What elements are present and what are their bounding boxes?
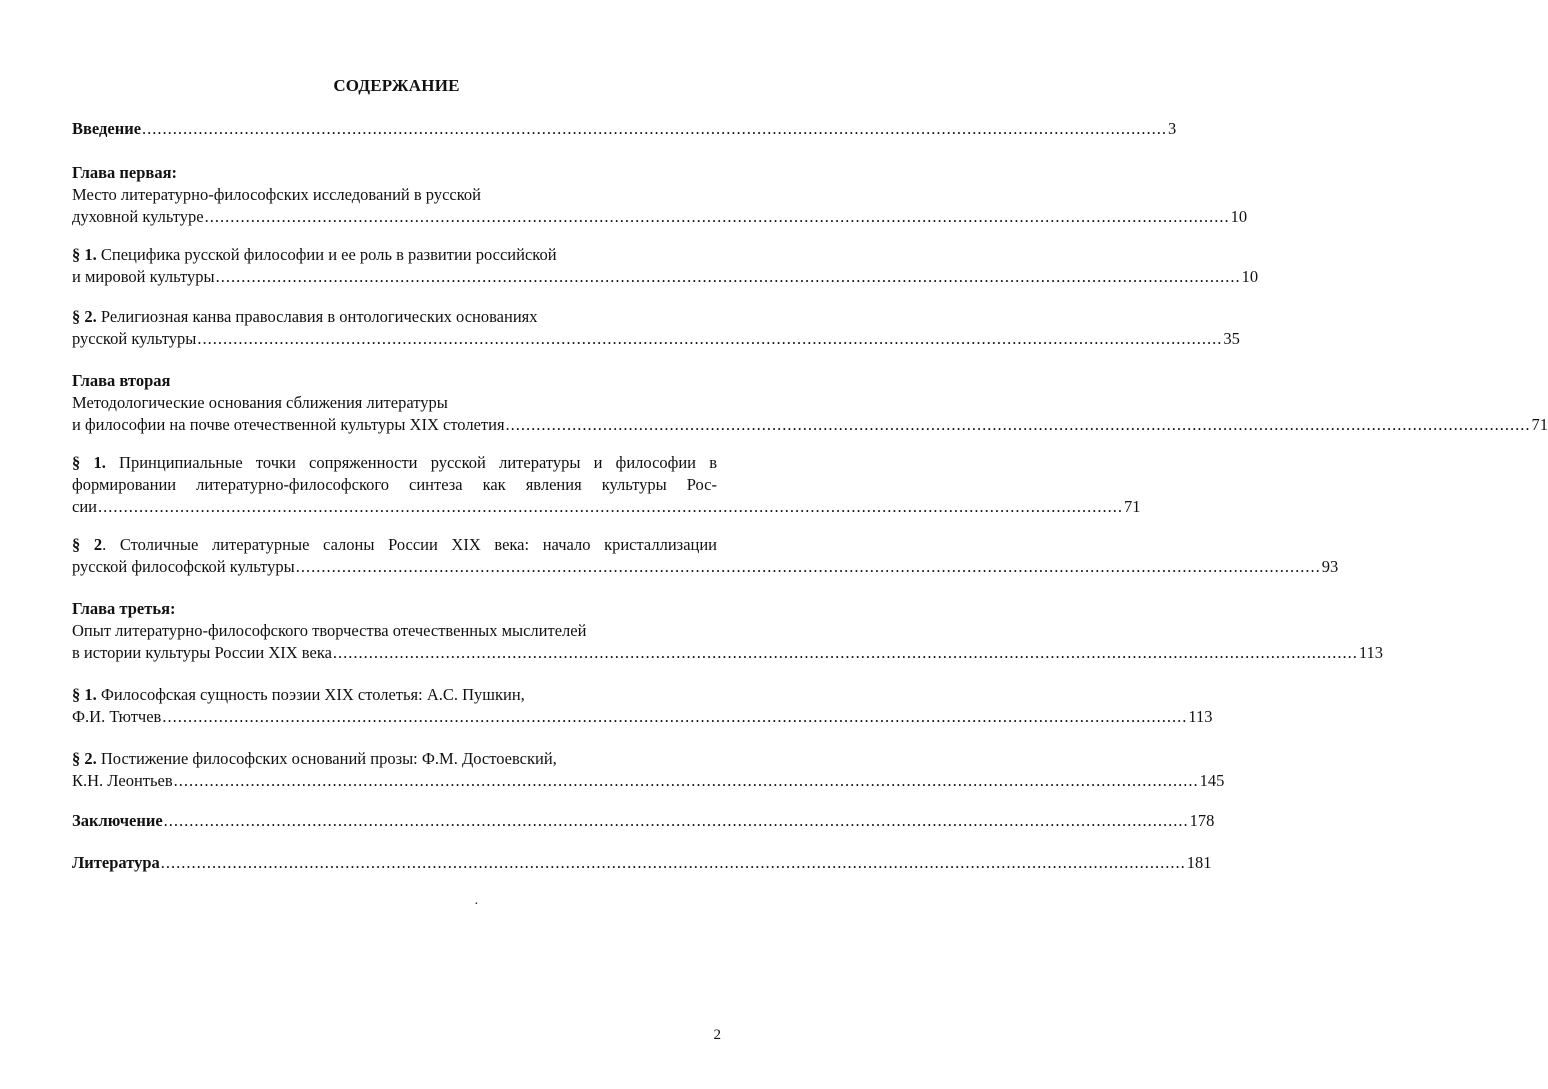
entry-title: и мировой культуры [72, 267, 215, 286]
entry-leader-line [72, 266, 1259, 288]
entry-title: русской культуры [72, 329, 197, 348]
dot-leader: ........................................................................................................................................................................................................ [295, 557, 1321, 576]
entry-text-line [72, 244, 717, 266]
entry-page-number: 113 [1358, 643, 1384, 662]
entry-page-number: 113 [1188, 707, 1213, 726]
chapter-heading: Глава первая: [72, 163, 178, 182]
entry-page-number: 10 [1241, 267, 1259, 286]
entry-title: и философии на почве отечественной культуры XIX столетия [72, 415, 505, 434]
dot-leader: ........................................................................................................................................................................................................ [204, 207, 1230, 226]
toc-entry [72, 748, 1225, 792]
entry-title: русской философской культуры [72, 557, 295, 576]
dot-leader: ........................................................................................................................................................................................................ [142, 119, 1168, 138]
entry-leader-line [72, 852, 1212, 874]
dot-leader: ........................................................................................................................................................................................................ [173, 771, 1199, 790]
stray-mark: · [474, 897, 479, 912]
entry-title: сии [72, 497, 97, 516]
entry-text-line [72, 184, 717, 206]
entry-leader-line [72, 770, 1225, 792]
entry-text-line [72, 392, 717, 414]
section-number: § 1. [72, 245, 97, 264]
dot-leader: ........................................................................................................................................................................................................ [197, 329, 1223, 348]
entry-leader-line [72, 706, 1213, 728]
entry-leader-line [72, 810, 1215, 832]
entry-text: Специфика русской философии и ее роль в развитии российской [96, 245, 557, 264]
entry-leader-line [72, 556, 1339, 578]
page-number: 2 [713, 1027, 721, 1043]
dot-leader: ........................................................................................................................................................................................................ [332, 643, 1358, 662]
dot-leader: ........................................................................................................................................................................................................ [163, 811, 1189, 830]
toc-entry [72, 452, 1141, 518]
toc-entry [72, 370, 1548, 436]
entry-page-number: 71 [1123, 497, 1141, 516]
entry-text-line [72, 684, 717, 706]
dot-leader: ........................................................................................................................................................................................................ [215, 267, 1241, 286]
toc-entry [72, 598, 1384, 664]
entry-title: духовной культуре [72, 207, 204, 226]
section-number: § 1. [72, 685, 97, 704]
dot-leader: ........................................................................................................................................................................................................ [97, 497, 1123, 516]
toc-entry [72, 306, 1240, 350]
entry-title: К.Н. Леонтьев [72, 771, 173, 790]
entry-text-line [72, 534, 717, 556]
toc-entry [72, 684, 1213, 728]
entry-text-line [72, 306, 717, 328]
entry-text: формировании литературно-философского синтеза как явления культуры Рос- [72, 475, 717, 494]
entry-page-number: 145 [1199, 771, 1225, 790]
entry-page-number: 93 [1321, 557, 1339, 576]
section-number: § 2. [72, 749, 97, 768]
entry-leader-line [72, 328, 1240, 350]
chapter-heading: Глава третья: [72, 599, 176, 618]
entry-page-number: 181 [1186, 853, 1212, 872]
entry-text-line [72, 748, 717, 770]
toc-entry [72, 852, 1212, 874]
entry-text-line [72, 474, 717, 496]
toc-entry [72, 244, 1259, 288]
entry-leader-line [72, 496, 1141, 518]
toc-entry [72, 162, 1248, 228]
entry-leader-line [72, 642, 1384, 664]
entry-page-number: 3 [1168, 119, 1177, 138]
entry-text-line [72, 452, 717, 474]
toc-entry [72, 810, 1215, 832]
toc-entry [72, 118, 1177, 140]
toc-entry [72, 534, 1339, 578]
entry-text: Методологические основания сближения литературы [72, 393, 448, 412]
entry-page-number: 10 [1230, 207, 1248, 226]
page-title: СОДЕРЖАНИЕ [333, 76, 460, 95]
entry-text: Принципиальные точки сопряженности русской литературы и философии в [105, 453, 718, 472]
entry-text: Место литературно-философских исследований в русской [72, 185, 481, 204]
entry-leader-line [72, 414, 1548, 436]
entry-title: Ф.И. Тютчев [72, 707, 162, 726]
dot-leader: ........................................................................................................................................................................................................ [160, 853, 1186, 872]
entry-page-number: 71 [1531, 415, 1548, 434]
entry-text: Постижение философских оснований прозы: Ф.М. Достоевский, [96, 749, 557, 768]
section-number: § 2 [72, 535, 103, 554]
entry-title: Литература [72, 853, 160, 872]
entry-text: . Столичные литературные салоны России XIX века: начало кристаллизации [102, 535, 718, 554]
entry-page-number: 35 [1223, 329, 1240, 348]
entry-text-line [72, 620, 717, 642]
dot-leader: ........................................................................................................................................................................................................ [162, 707, 1188, 726]
entry-title: Заключение [72, 811, 163, 830]
section-number: § 1. [72, 453, 106, 472]
dot-leader: ........................................................................................................................................................................................................ [505, 415, 1531, 434]
entry-title: в истории культуры России XIX века [72, 643, 332, 662]
chapter-heading: Глава вторая [72, 371, 171, 390]
entry-text: Религиозная канва православия в онтологических основаниях [96, 307, 538, 326]
entry-text: Философская сущность поэзии XIX столетья: А.С. Пушкин, [96, 685, 525, 704]
entry-text: Опыт литературно-философского творчества отечественных мыслителей [72, 621, 587, 640]
section-number: § 2. [72, 307, 97, 326]
entry-title: Введение [72, 119, 142, 138]
entry-leader-line [72, 206, 1248, 228]
entry-page-number: 178 [1189, 811, 1215, 830]
entry-leader-line [72, 118, 1177, 140]
